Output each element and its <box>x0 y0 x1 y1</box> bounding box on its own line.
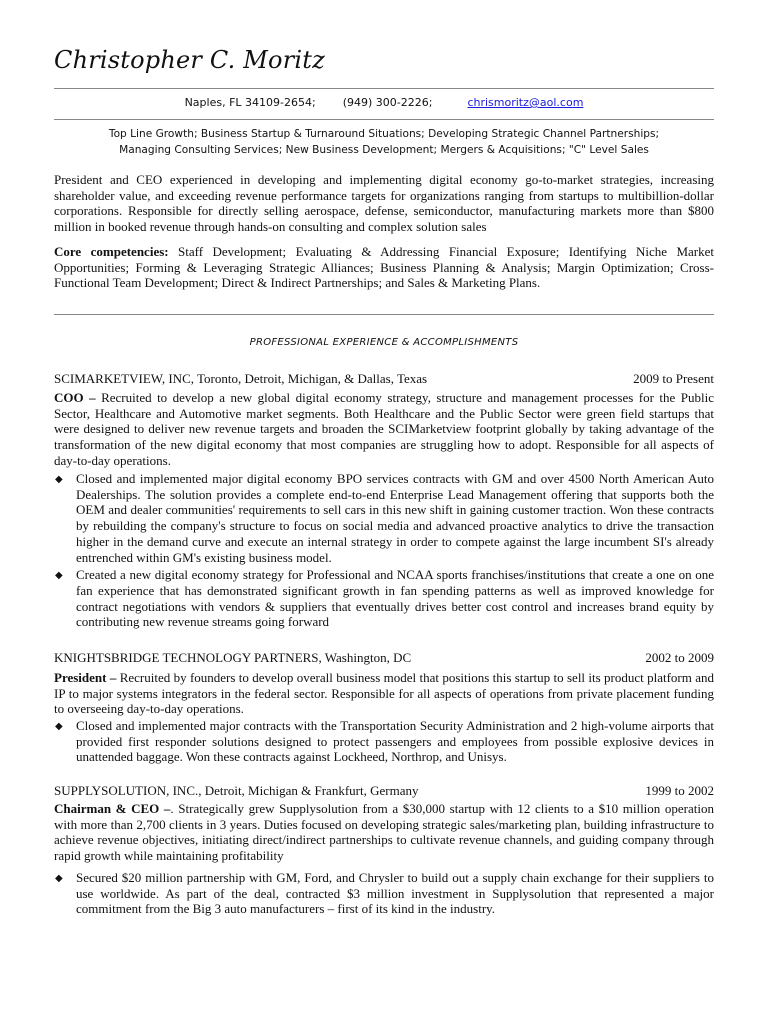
job-header <box>54 371 714 387</box>
job-description <box>54 670 714 717</box>
core-competencies <box>54 244 714 291</box>
email-link[interactable]: chrismoritz@aol.com <box>467 96 584 109</box>
job-bullets <box>54 471 714 632</box>
tagline <box>54 126 714 158</box>
contact-divider <box>54 119 714 120</box>
company-name: SCIMARKETVIEW, INC, Toronto, Detroit, Michigan, & Dallas, Texas <box>54 371 428 386</box>
header-divider <box>54 88 714 89</box>
job-description <box>54 801 714 864</box>
job-description-text: Recruited to develop a new global digital economy strategy, structure and management processes for the Public Sector, Healthcare and Automotive market segments. Both Healthcare and the Public Sector were green field startups that were designed to deliver new revenue targets and broaden the SCIMarketview footprint globally by taking advantage of the transformation of the new digital economy that most companies are struggling how to adopt. Responsible for all aspects of day-to-day operations. <box>54 390 714 468</box>
job-years: 1999 to 2002 <box>645 783 714 798</box>
phone-text: (949) 300-2226; <box>342 96 433 109</box>
job-bullets <box>54 718 714 767</box>
competencies-text: Staff Development; Evaluating & Addressing Financial Exposure; Identifying Niche Market Opportunities; Forming & Leveraging Strategic Alliances; Business Planning & Analysis; Margin Optimization; Cross-Functional Team Development; Direct & Indirect Partnerships; and Sales & Marketing Plans. <box>54 244 714 291</box>
job-years: 2009 to Present <box>633 371 714 386</box>
job-bullets <box>54 870 714 919</box>
diamond-bullet-icon: ◆ <box>55 721 63 732</box>
bullet-item: ◆ Created a new digital economy strategy for Professional and NCAA sports franchises/institutions that create a one on one fan experience that has demonstrated significant growth in fan spending patterns as well as improved knowledge for contract negotiations with vendors & suppliers that eventually drives better cost control and increases brand equity by contributing new revenue streams going forward <box>55 567 714 630</box>
job-description-text: . Strategically grew Supplysolution from a $30,000 startup with 12 clients to a $10 million operation with more than 2,700 clients in 3 years. Duties focused on developing strategic sales/marketing plan, building infrastructure to achieve revenue objectives, initiating direct/indirect partnerships to cultivate revenue channels, and guiding company through rapid growth while maintaining profitability <box>54 801 714 864</box>
diamond-bullet-icon: ◆ <box>55 873 63 884</box>
company-name: SUPPLYSOLUTION, INC., Detroit, Michigan & Frankfurt, Germany <box>54 783 419 798</box>
bullet-item: ◆ Secured $20 million partnership with GM, Ford, and Chrysler to build out a supply chain exchange for their suppliers to use worldwide. As part of the deal, contracted $3 million investment in Supplysolution that represented a major commitment from the Big 3 auto manufacturers – first of its kind in the industry. <box>55 870 714 917</box>
job-role: President – <box>54 670 117 685</box>
job-header <box>54 783 714 799</box>
section-title: PROFESSIONAL EXPERIENCE & ACCOMPLISHMENTS <box>249 337 519 348</box>
bullet-item: ◆ Closed and implemented major digital economy BPO services contracts with GM and over 4500 North American Auto Dealerships. The solution provides a complete end-to-end Enterprise Lead Management offering that supports both the OEM and dealer communities' requirements to sell cars in this new shift in gaining customer traction. Won these contracts by rebuilding the company's structure to focus on social media and advanced proactive analytics to drive the transaction higher in the demand curve and execute an internal strategy in order to compete against the large incumbent SI's already entrenched within GM's existing business model. <box>55 471 714 565</box>
job-description <box>54 390 714 469</box>
contact-line <box>54 96 714 109</box>
job-years: 2002 to 2009 <box>645 650 714 665</box>
diamond-bullet-icon: ◆ <box>55 570 63 582</box>
section-divider <box>54 314 714 315</box>
diamond-bullet-icon: ◆ <box>55 474 63 485</box>
job-role: Chairman & CEO – <box>54 801 171 816</box>
location-text: Naples, FL 34109-2654; <box>184 96 316 109</box>
bullet-item: ◆ Closed and implemented major contracts with the Transportation Security Administration and 2 high-volume airports that provided first responder solutions designed to protect passengers and employees from possible explosive devices in unattended baggage. Won these contracts against Lockheed, Northrop, and Unisys. <box>55 718 714 765</box>
tagline-line-1: Top Line Growth; Business Startup & Turnaround Situations; Developing Strategic Channel Partnerships; <box>108 128 660 140</box>
company-name: KNIGHTSBRIDGE TECHNOLOGY PARTNERS, Washington, DC <box>54 650 412 665</box>
job-role: COO – <box>54 390 96 405</box>
candidate-name: Christopher C. Moritz <box>54 46 325 74</box>
job-description-text: Recruited by founders to develop overall business model that positions this startup to sell its product platform and IP to major systems integrators in the federal sector. Responsible for all aspects of operations from private placement funding to overseeing day-to-day operations. <box>54 670 715 717</box>
tagline-line-2: Managing Consulting Services; New Business Development; Mergers & Acquisitions; "C" Level Sales <box>119 144 649 156</box>
job-header <box>54 650 714 666</box>
summary-paragraph: President and CEO experienced in developing and implementing digital economy go-to-market strategies, increasing shareholder value, and exceeding revenue performance targets for organizations ranging from startups to multibillion-dollar corporations. Responsible for directly selling aerospace, defense, semiconductor, manufacturing markets more than $800 million in booked revenue through hands-on consulting and complex solution sales <box>54 172 714 235</box>
competencies-label: Core competencies: <box>54 244 169 259</box>
